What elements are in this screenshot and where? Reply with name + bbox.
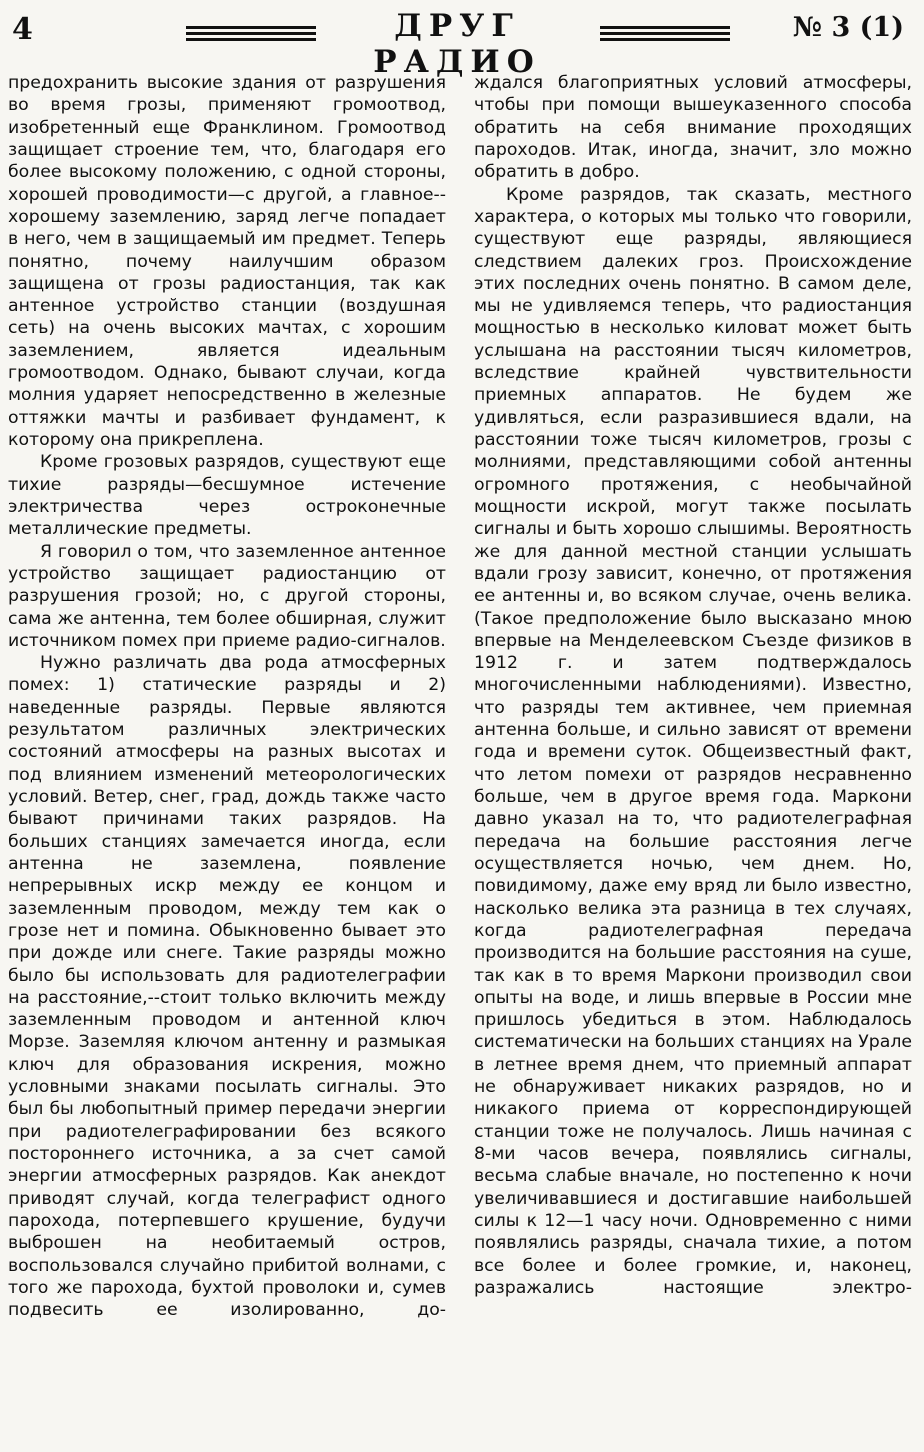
left-column — [8, 72, 446, 1322]
paragraph: ждался благоприятных условий атмосферы, чтобы при помощи вышеуказенного способа обратить на себя внимание проходящих пароходов. Итак, иногда, значит, зло можно обратить в добро. — [474, 73, 912, 183]
paragraph: Я говорил о том, что заземленное антенное устройство защищает радиостанцию от разрушения грозой; но, с другой стороны, сама же антенна, тем более обширная, служит источником помех при приеме радио-сигналов. — [8, 541, 446, 651]
right-column — [474, 72, 912, 1299]
header-rule-right — [600, 26, 730, 44]
issue-number: № 3 (1) — [792, 12, 904, 43]
magazine-title: ДРУГ РАДИО — [373, 8, 541, 80]
page-number: 4 — [12, 12, 33, 47]
page-header — [0, 0, 924, 80]
header-rule-left — [186, 26, 316, 44]
paragraph: Кроме разрядов, так сказать, местного характера, о которых мы только что говорили, существуют еще разряды, являющиеся следствием далеких гроз. Происхождение этих последних очень понятно. В самом деле, мы не удивляемся теперь, что радиостанция мощностью в несколько киловат может быть услышана на расстоянии тысяч километров, вследствие крайней чувствительности приемных аппаратов. Не будем же удивляться, если разразившиеся вдали, на расстоянии тоже тысяч километров, грозы с молниями, представляющими собой антенны огромного протяжения, с необычайной мощности искрой, могут также посылать сигналы и быть хорошо слышимы. Вероятность же для данной местной станции услышать вдали грозу зависит, конечно, от протяжения ее антенны и, во всяком случае, очень велика. (Такое предположение было высказано мною впервые на Менделеевском Съезде физиков в 1912 г. и затем подтверждалось многочисленными наблюдениями). Известно, что разряды тем активнее, чем приемная антенна больше, и сильно зависят от времени года и времени суток. Общеизвестный факт, что летом помехи от разрядов несравненно больше, чем в другое время года. Маркони давно указал на то, что радиотелеграфная передача на большие расстояния легче осуществляется ночью, чем днем. Но, повидимому, даже ему вряд ли было известно, насколько велика эта разница в тех случаях, когда радиотелеграфная передача производится на большие расстояния на суше, так как в то время Маркони производил свои опыты на воде, и лишь впервые в России мне пришлось убедиться в этом. Наблюдалось систематически на больших станциях на Урале в летнее время днем, что приемный аппарат не обнаруживает никаких разрядов, но и никакого приема от корреспондирующей станции тоже не получалось. Лишь начиная с 8-ми часов вечера, появлялись сигналы, весьма слабые вначале, но постепенно к ночи увеличивавшиеся и достигавшие наибольшей силы к 12—1 часу ночи. Одновременно с ними появлялись разряды, сначала тихие, а потом все более и более громкие, и, наконец, разражались настоящие электро- — [474, 184, 912, 1298]
paragraph: Нужно различать два рода атмосферных помех: 1) статические разряды и 2) наведенные разряды. Первые являются результатом различных электрических состояний атмосферы на разных высотах и под влиянием изменений метеорологических условий. Ветер, снег, град, дождь также часто бывают причинами таких разрядов. На больших станциях замечается иногда, если антенна не заземлена, появление непрерывных искр между ее концом и заземленным проводом, между тем как о грозе нет и помина. Обыкновенно бывает это при дожде или снеге. Такие разряды можно было бы использовать для радиотелеграфии на расстояние,--стоит только включить между заземленным проводом и антенной ключ Морзе. Заземляя ключом антенну и размыкая ключ для образования искрения, можно условными знаками посылать сигналы. Это был бы любопытный пример передачи энергии при радиотелеграфировании без всякого постороннего источника, а за счет самой энергии атмосферных разрядов. Как анекдот приводят случай, когда телеграфист одного парохода, потерпевшего крушение, будучи выброшен на необитаемый остров, воспользовался случайно прибитой волнами, с того же парохода, бухтой проволоки и, сумев подвесить ее изолированно, до- — [8, 653, 446, 1321]
paragraph: Кроме грозовых разрядов, существуют еще тихие разряды—бесшумное истечение электричества через остроконечные металлические предметы. — [8, 452, 446, 540]
paragraph: предохранить высокие здания от разрушения во время грозы, применяют громоотвод, изобретенный еще Франклином. Громоотвод защищает строение тем, что, благодаря его более высокому положению, с одной стороны, хорошей проводимости—с другой, а главное--хорошему заземлению, заряд легче попадает в него, чем в защищаемый им предмет. Теперь понятно, почему наилучшим образом защищена от грозы радиостанция, так как антенное устройство станции (воздушная сеть) на очень высоких мачтах, с хорошим заземлением, является идеальным громоотводом. Однако, бывают случаи, когда молния ударяет непосредственно в железные оттяжки мачты и разбивает фундамент, к которому она прикреплена. — [8, 73, 446, 450]
